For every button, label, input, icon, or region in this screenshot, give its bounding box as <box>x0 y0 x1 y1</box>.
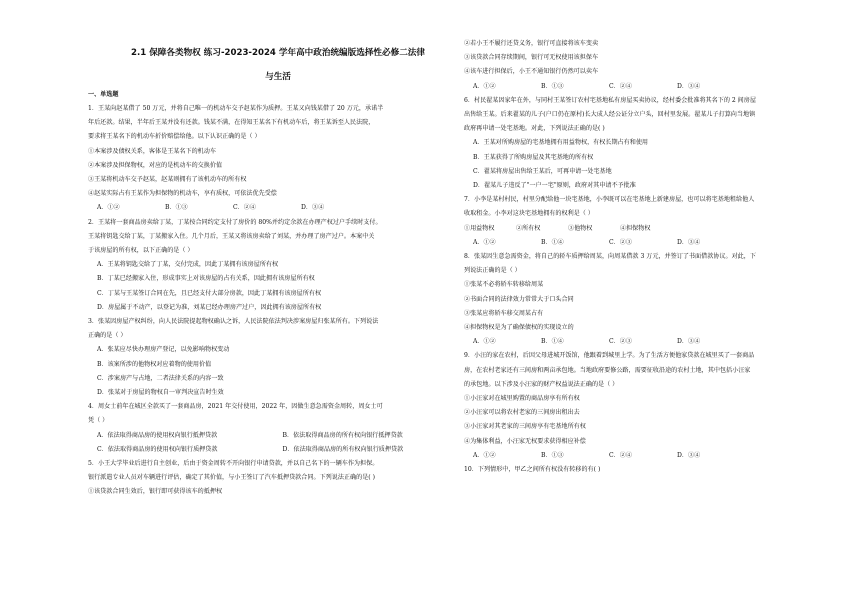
option-a: A．①② <box>473 451 496 459</box>
statement-item: ①小汪家对在城里购置的商品房享有所有权 <box>464 395 580 403</box>
question-8 <box>464 250 844 349</box>
option-c: C．丁某与王某签订合同在先，且已经支付大部分房款，因此丁某拥有该房屋所有权 <box>97 289 322 297</box>
answer-options-row-1 <box>88 429 468 443</box>
statement-item: ④为集体利益，小汪家无权要求获得相应补偿 <box>464 437 586 445</box>
option-d: D．③④ <box>301 204 325 212</box>
question-stem: 列说法正确的是（ ） <box>464 267 521 275</box>
option-b: B．①④ <box>541 338 564 346</box>
question-9 <box>464 349 844 463</box>
option-a: A．王某对所购房屋的宅基地拥有用益物权，有权长期占有和使用 <box>473 139 649 147</box>
document-title-line2: 与生活 <box>265 72 291 82</box>
option-c: C．涉案房产与占地，二者法律关系的内容一致 <box>97 374 224 382</box>
option-d: D．张某对于房屋的物权自一审判决宣告时生效 <box>97 389 224 397</box>
answer-options <box>88 201 468 215</box>
statement-item: ②若小王不履行还贷义务，银行可直接将该车变卖 <box>464 40 599 47</box>
question-stem: 于该房屋的所有权，以下正确的是（ ） <box>88 247 194 255</box>
answer-options-row-2 <box>88 443 468 457</box>
question-stem: 4．周女士前年在城区全款买了一套商品房，2021 年交付使用，2022 年，因做生意急需资金周转，周女士可 <box>88 403 383 411</box>
option-d: D．依法取得商品房的所有权向银行质押贷款 <box>282 445 404 453</box>
question-stem: 银行派遣专业人员对车辆进行评估，确定了其价值，与小王签订了汽车抵押贷款合同。下列说法正确的是( ) <box>88 474 376 482</box>
section-heading: 一、单选题 <box>88 91 119 98</box>
question-5-continued <box>464 37 844 94</box>
question-3 <box>88 315 468 400</box>
option-a: A．①② <box>473 82 496 90</box>
option-b: B．①③ <box>541 451 564 459</box>
statement-item: ④赵某实际占有王某作为担保物的机动车，享有质权，可依法优先受偿 <box>88 190 277 198</box>
option-b: B．该案所涉的他物权对应着物的使用价值 <box>97 360 212 368</box>
statement-item: ③王某将机动车交予赵某，赵某则拥有了该机动车的所有权 <box>88 176 247 184</box>
option-d: D．③④ <box>677 451 701 459</box>
option-a: A．王某将钥匙交给了丁某，交付完成，因此丁某拥有该房屋所有权 <box>97 261 279 269</box>
option-d: D．③④ <box>677 238 701 246</box>
statement-item: ②所有权 <box>516 224 541 232</box>
question-stem: 3．张某因房屋产权纠纷，向人民法院提起物权确认之诉，人民法院依法判决涉案房屋归张某所有。下列说法 <box>88 318 379 326</box>
option-d: D．③④ <box>677 82 701 90</box>
option-a: A．①② <box>473 238 496 246</box>
question-stem: 正确的是（ ） <box>88 332 127 340</box>
question-stem: 8．张某因生意急需资金，将自己的轿车质押给周某，向周某借款 3 万元，并签订了书面借款协议。对此，下 <box>464 253 756 261</box>
answer-options <box>464 335 844 349</box>
option-b: B．①③ <box>165 204 188 212</box>
question-stem: 2．王某将一套商品房卖给丁某，丁某按合同约定支付了房价的 80%并约定余款在办理产权过户手续时支付。 <box>88 218 382 226</box>
statement-item: ②书面合同的法律效力常常大于口头合同 <box>464 295 574 303</box>
option-d: D．翟某儿子违反了"一户一宅"原则，政府对其申请不予批准 <box>473 182 636 190</box>
question-10 <box>464 463 844 477</box>
option-b: B．①④ <box>541 238 564 246</box>
statement-item: ③张某应将轿车移交周某占有 <box>464 309 544 317</box>
option-a: A．依法取得商品房的使用权向银行抵押贷款 <box>97 431 218 439</box>
answer-options <box>464 80 844 94</box>
option-d: D．房屋属于不动产，以登记为准，刘某已经办理房产过户，因此拥有该房屋所有权 <box>97 303 322 311</box>
statement-item: ④担保物权 <box>620 224 651 232</box>
question-4 <box>88 400 468 457</box>
statement-item: ③该贷款合同存续期间，银行可无权使用该担保车 <box>464 54 599 62</box>
question-1 <box>88 102 468 216</box>
option-c: C．②④ <box>233 204 256 212</box>
answer-options <box>464 449 844 463</box>
question-6 <box>464 94 844 193</box>
question-stem: 年后还款。结果，半年后王某并没有还款。钱某不满，在得知王某名下有机动车后，将王某诉至人民法院， <box>88 119 375 127</box>
question-stem: 房，在农村老家还有三间房和两亩承包地。当地政府要修公路，需要征收沿途的农村土地，其中包括小汪家 <box>464 366 751 374</box>
question-7 <box>464 193 844 250</box>
right-column <box>464 0 844 477</box>
statement-item: ①张某不必将轿车转移给周某 <box>464 281 544 289</box>
option-b: B．①③ <box>541 82 564 90</box>
option-c: C．②④ <box>609 82 632 90</box>
option-c: C．②④ <box>609 451 632 459</box>
statement-item: ④担保物权是为了确保债权的实现设立的 <box>464 324 574 332</box>
statement-item: ②小汪家可以将农村老家的三间房出租出去 <box>464 409 580 417</box>
option-c: C．翟某将房屋出售给王某后，可再申请一处宅基地 <box>473 167 612 175</box>
option-d: D．③④ <box>677 338 701 346</box>
option-c: C．②③ <box>609 238 632 246</box>
option-b: B．丁某已经搬家入住，形成事实上对该房屋的占有关系，因此拥有该房屋所有权 <box>97 275 315 283</box>
question-stem: 王某将钥匙交给丁某，丁某搬家入住。几个月后，王某又将该房卖给了刘某，并办理了房产过户。本案中关 <box>88 232 375 240</box>
option-c: C．依法取得商品房的使用权向银行质押贷款 <box>97 445 218 453</box>
question-stem: 10．下列情形中，甲乙之间所有权没有转移的有( ) <box>464 466 601 474</box>
statement-item: ①用益物权 <box>464 224 495 232</box>
question-stem: 7．小李是某村村民，村里分配给他一块宅基地，小李既可以在宅基地上新建房屋，也可以将宅基地租给他人 <box>464 196 755 204</box>
option-a: A．张某应尽快办理房产登记，以免影响物权变动 <box>97 346 230 354</box>
answer-options <box>464 236 844 250</box>
option-a: A．①② <box>97 204 120 212</box>
question-stem: 6．村民翟某因家年在外，与同村王某签订农村宅基地私有房屋买卖协议，经村委会批准将其名下的 2 间房屋 <box>464 96 756 104</box>
question-stem: 凭（ ） <box>88 417 109 425</box>
statement-item: ④该车进行担保后，小王不通知银行仍然可以卖车 <box>464 68 599 76</box>
statement-item: ③小汪家对其老家的三间房享有宅基地所有权 <box>464 423 586 431</box>
statement-item: ①本案涉及债权关系，客体是王某名下的机动车 <box>88 147 216 155</box>
statement-item: ②本案涉及担保物权，对应的是机动车的交换价值 <box>88 161 223 169</box>
question-stem: 的承包地。以下涉及小汪家的财产权益说法正确的是（ ） <box>464 380 619 388</box>
option-b: B．王某获得了所购房屋及其宅基地的所有权 <box>473 153 594 161</box>
question-5 <box>88 457 468 500</box>
document-title: 2.1 保障各类物权 练习-2023-2024 学年高中政治统编版选择性必修二法律 <box>130 48 425 58</box>
left-column <box>88 0 468 500</box>
question-stem: 9．小汪的家在农村，后因父母进城开饭馆，他跟着到城里上学。为了生活方便他家贷款在城里买了一套商品 <box>464 352 755 360</box>
question-stem: 政府再申请一处宅基地。对此，下列说法正确的是( ) <box>464 125 605 133</box>
option-b: B．依法取得商品房的所有权向银行抵押贷款 <box>282 431 403 439</box>
question-stem: 收取租金。小李对这块宅基地拥有的权利是（ ） <box>464 210 594 218</box>
question-stem: 1．王某向赵某借了 50 万元，并将自己唯一的机动车交予赵某作为质押。王某又向钱某借了 20 万元，承诺半 <box>88 105 384 112</box>
question-stem: 要求将王某名下的机动车折价赔偿给他。以下认识正确的是（ ） <box>88 133 261 141</box>
option-a: A．①② <box>473 338 496 346</box>
question-stem: 5．小王大学毕业后进行自主创业，后由于资金周转不开向银行申请贷款，并以自己名下的一辆车作为担保。 <box>88 460 379 468</box>
statement-item: ③他物权 <box>568 224 593 232</box>
question-2 <box>88 216 468 315</box>
statement-items <box>464 222 844 236</box>
question-stem: 出售给王某。后来翟某的儿子(户口仍在原村)长大成人经公证分立户头，回村里发展。翟某儿子打算向当地镇 <box>464 111 756 119</box>
statement-item: ①该贷款合同生效后，银行即可获得该车的抵押权 <box>88 488 223 496</box>
option-c: C．②③ <box>609 338 632 346</box>
